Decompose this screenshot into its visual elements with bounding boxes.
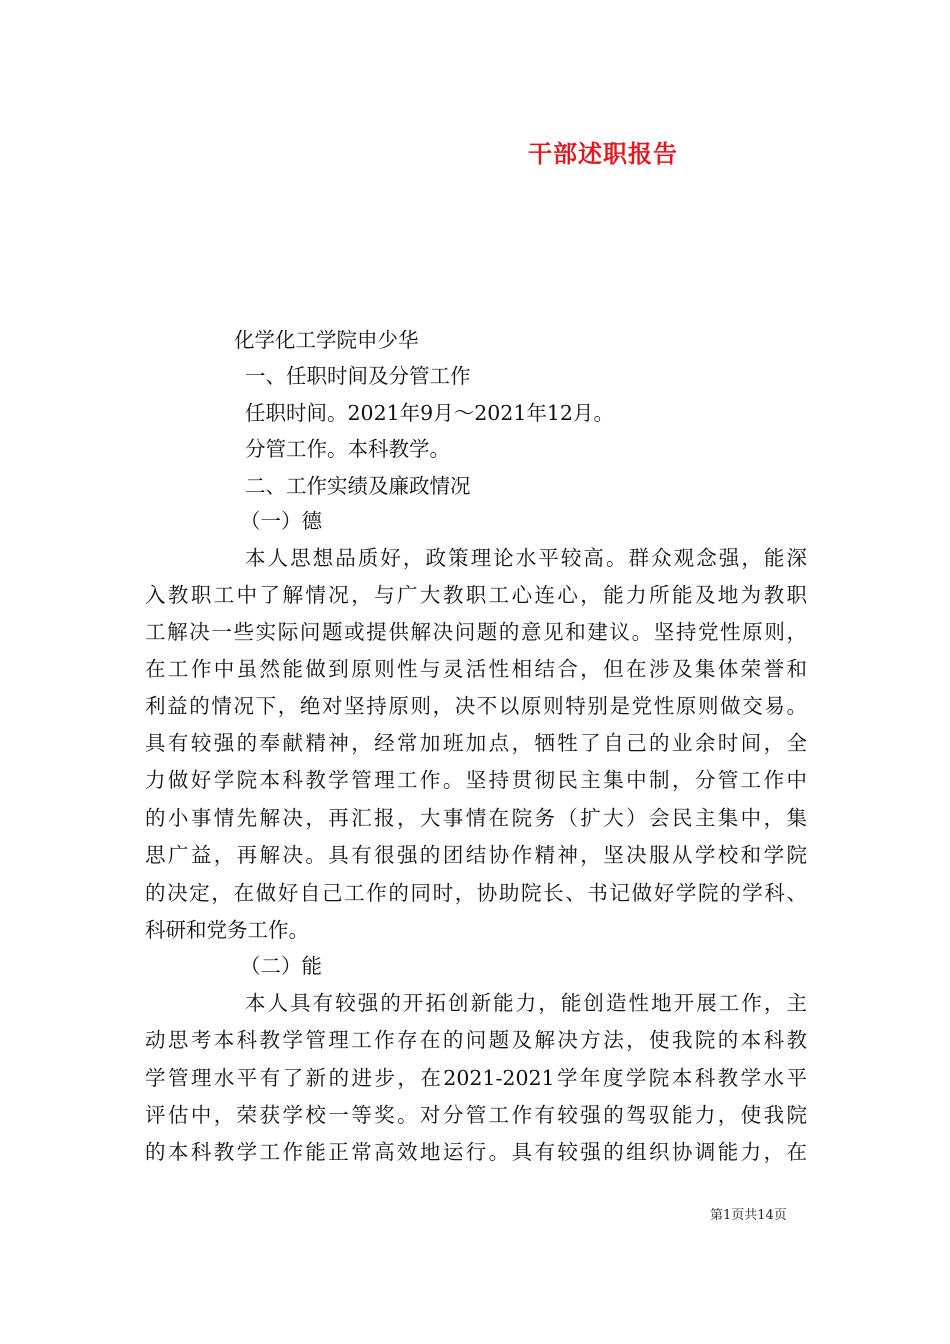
text-line: 的本科教学工作能正常高效地运行。具有较强的组织协调能力，在	[145, 1140, 807, 1164]
text-line: 分管工作。本科教学。	[245, 437, 450, 461]
text-line: 一、任职时间及分管工作	[245, 364, 471, 388]
text-line: 力做好学院本科教学管理工作。坚持贯彻民主集中制，分管工作中	[145, 768, 807, 792]
text-line: 化学化工学院申少华	[234, 328, 419, 352]
text-line: 动思考本科教学管理工作存在的问题及解决方法，使我院的本科教	[145, 1028, 807, 1052]
text-line: 具有较强的奉献精神，经常加班加点，牺牲了自己的业余时间，全	[145, 731, 807, 755]
text-line: 入教职工中了解情况，与广大教职工心连心，能力所能及地为教职	[145, 583, 807, 607]
text-line: 科研和党务工作。	[145, 918, 309, 942]
text-line: 任职时间。2021年9月～2021年12月。	[245, 401, 614, 425]
text-line: 的决定，在做好自己工作的同时，协助院长、书记做好学院的学科、	[145, 881, 807, 905]
text-line: 评估中，荣获学校一等奖。对分管工作有较强的驾驭能力，使我院	[145, 1103, 807, 1127]
text-line: 在工作中虽然能做到原则性与灵活性相结合，但在涉及集体荣誉和	[145, 657, 807, 681]
text-line: （一）德	[240, 509, 322, 533]
text-line: 本人具有较强的开拓创新能力，能创造性地开展工作，主	[245, 991, 807, 1015]
text-line: 学管理水平有了新的进步，在2021-2021学年度学院本科教学水平	[145, 1066, 807, 1090]
text-line: 二、工作实绩及廉政情况	[245, 474, 471, 498]
text-line: （二）能	[240, 954, 322, 978]
document-title: 干部述职报告	[528, 139, 678, 168]
text-line: 本人思想品质好，政策理论水平较高。群众观念强，能深	[245, 546, 807, 570]
page-number: 第1页共14页	[710, 1208, 787, 1223]
text-line: 的小事情先解决，再汇报，大事情在院务（扩大）会民主集中，集	[145, 806, 807, 830]
text-line: 思广益，再解决。具有很强的团结协作精神，坚决服从学校和学院	[145, 843, 807, 867]
text-line: 利益的情况下，绝对坚持原则，决不以原则特别是党性原则做交易。	[145, 694, 807, 718]
text-line: 工解决一些实际问题或提供解决问题的意见和建议。坚持党性原则，	[145, 620, 807, 644]
